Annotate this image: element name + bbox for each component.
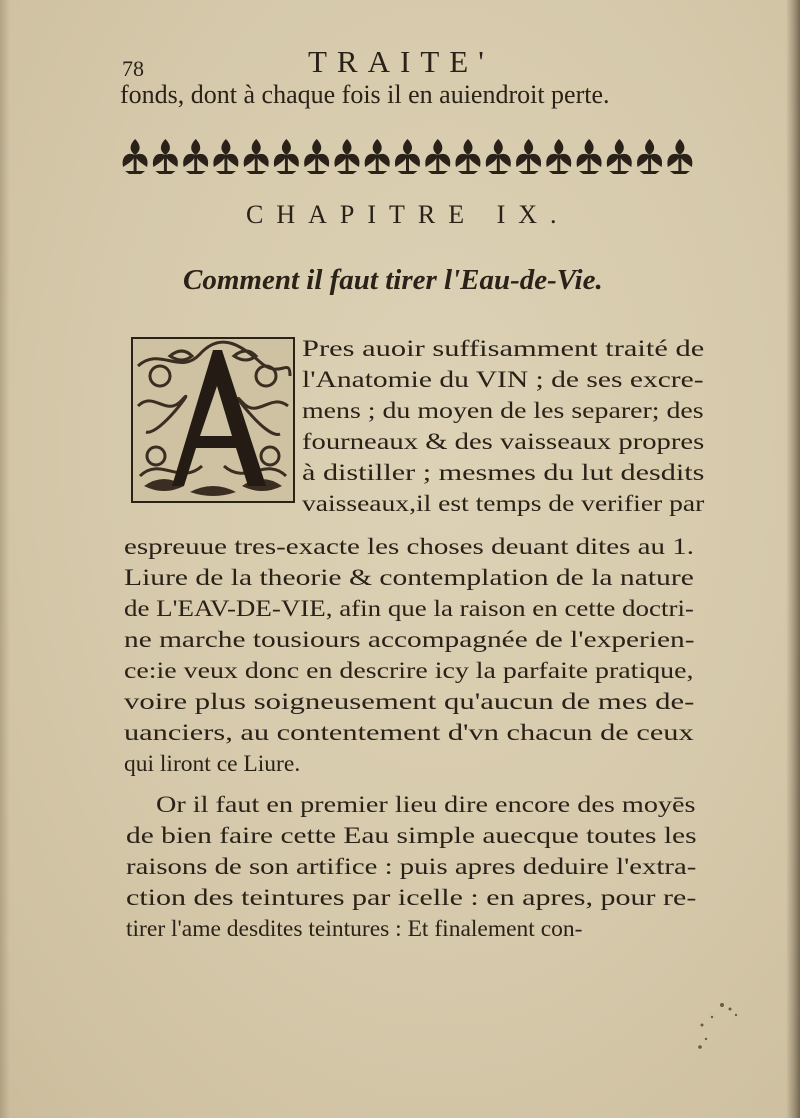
fleuron-icon (577, 139, 602, 174)
fleuron-icon (365, 139, 390, 174)
fleuron-icon (486, 139, 511, 174)
fleuron-icon (213, 139, 238, 174)
fleuron-icon (183, 139, 208, 174)
paragraph-two-line: raisons de son artifice : puis apres deduire l'extra- (126, 854, 697, 880)
paragraph-one-line: qui liront ce Liure. (124, 751, 301, 777)
paragraph-one-line: vaisseaux,il est temps de verifier par (302, 491, 705, 517)
chapter-heading: Comment il faut tirer l'Eau-de-Vie. (183, 264, 603, 296)
fleuron-icon (425, 139, 450, 174)
paragraph-one-line: voire plus soigneusement qu'aucun de mes de- (124, 689, 695, 715)
paragraph-one-line: Liure de la theorie & contemplation de la nature (124, 565, 694, 591)
fleuron-icon (456, 139, 481, 174)
fleuron-icon (607, 139, 632, 174)
fleuron-band-icon (120, 135, 695, 175)
paragraph-one-line: l'Anatomie du VIN ; de ses excre- (302, 367, 704, 393)
fleuron-icon (395, 139, 420, 174)
fleuron-icon (546, 139, 571, 174)
paragraph-one-line: de L'EAV-DE-VIE, afin que la raison en cette doctri- (124, 596, 694, 622)
paragraph-one-line: mens ; du moyen de les separer; des (302, 398, 704, 424)
fleuron-icon (304, 139, 329, 174)
decorated-initial-a-icon (130, 336, 296, 504)
paragraph-one-line: fourneaux & des vaisseaux propres (302, 429, 705, 455)
paragraph-two-line: de bien faire cette Eau simple auecque toutes les (126, 823, 697, 849)
paragraph-two-line: ction des teintures par icelle : en apres, pour re- (126, 885, 697, 911)
fleuron-icon (335, 139, 360, 174)
paragraph-two-line: Or il faut en premier lieu dire encore des moyēs (156, 792, 696, 818)
paragraph-two-line: tirer l'ame desdites teintures : Et finalement con- (126, 916, 583, 942)
page-edge-shadow (786, 0, 800, 1118)
paragraph-one-line: uanciers, au contentement d'vn chacun de ceux (124, 720, 694, 746)
carryover-line: fonds, dont à chaque fois il en auiendroit perte. (120, 80, 610, 109)
page-number: 78 (122, 56, 144, 81)
fleuron-icon (637, 139, 662, 174)
fleuron-icon (516, 139, 541, 174)
paragraph-one-line: à distiller ; mesmes du lut desdits (302, 460, 705, 486)
fleuron-icon (123, 139, 148, 174)
running-title: TRAITE' (308, 44, 494, 79)
fleuron-icon (153, 139, 178, 174)
fleuron-icon (244, 139, 269, 174)
fleuron-icon (274, 139, 299, 174)
running-header (118, 44, 698, 80)
ink-specks (690, 995, 750, 1060)
paragraph-one-line: espreuue tres-exacte les choses deuant dites au 1. (124, 534, 694, 560)
chapter-title: CHAPITRE IX. (246, 200, 570, 229)
paragraph-one-line: ce:ie veux donc en descrire icy la parfaite pratique, (124, 658, 694, 684)
fleuron-icon (667, 139, 692, 174)
page-gutter-shadow (0, 0, 10, 1118)
paragraph-one-line: Pres auoir suffisamment traité de (302, 336, 705, 362)
paragraph-one-line: ne marche tousiours accompagnée de l'experien- (124, 627, 695, 653)
